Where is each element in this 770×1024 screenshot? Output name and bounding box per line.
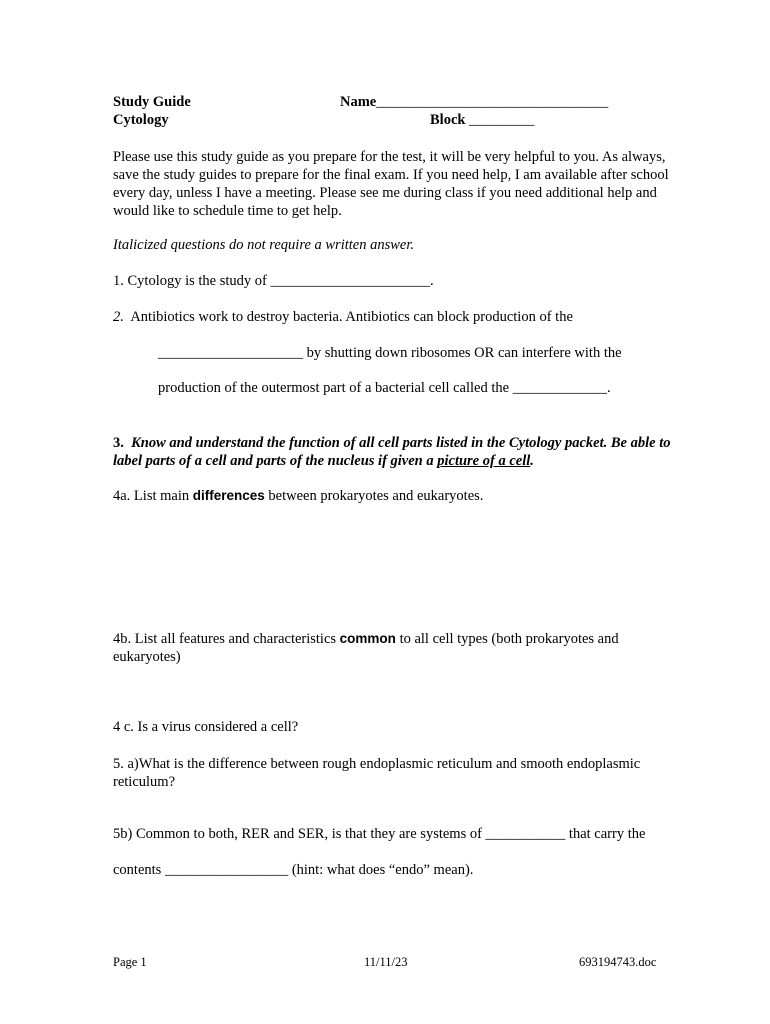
question-4c: 4 c. Is a virus considered a cell? <box>113 719 299 735</box>
question-5a: 5. a)What is the difference between rough endoplasmic reticulum and smooth endoplasmic reticulum? <box>113 756 641 790</box>
block-blank: _________ <box>469 112 535 128</box>
question-2-line-1 <box>113 309 573 326</box>
question-4a-prefix: 4a. List main <box>113 488 193 504</box>
footer-date: 11/11/23 <box>364 955 408 969</box>
question-1: 1. Cytology is the study of ______________________. <box>113 273 434 289</box>
cytology-subtitle: Cytology <box>113 112 169 128</box>
question-3-text: Know and understand the function of all cell parts listed in the Cytology packet. Be able to label parts of a cell and parts of the nucleus if given a <box>113 435 671 469</box>
question-3 <box>113 434 673 470</box>
question-4b <box>113 630 673 666</box>
question-3-number: 3. <box>113 435 124 451</box>
question-5b-line-2: contents _________________ (hint: what does “endo” mean). <box>113 862 474 878</box>
intro-paragraph: Please use this study guide as you prepare for the test, it will be very helpful to you. As always, save the study guides to prepare for the final exam. If you need help, I am available after school every day, unless I have a meeting. Please see me during class if you need additional help and would like to schedule time to get help. <box>113 149 669 219</box>
name-blank: ________________________________ <box>376 94 609 110</box>
question-4b-suffix: to all cell types (both prokaryotes and eukaryotes) <box>113 631 619 665</box>
question-2-text-1: Antibiotics work to destroy bacteria. Antibiotics can block production of the <box>130 309 573 325</box>
question-4a-suffix: between prokaryotes and eukaryotes. <box>264 488 484 504</box>
block-field[interactable] <box>430 112 534 129</box>
question-4a-bold: differences <box>192 488 265 503</box>
question-4a <box>113 488 483 505</box>
question-4b-prefix: 4b. List all features and characteristics <box>113 631 340 647</box>
footer-page: Page 1 <box>113 955 147 969</box>
picture-of-cell-link: picture of a cell <box>437 453 531 469</box>
name-label: Name <box>340 94 377 110</box>
name-field[interactable] <box>340 94 608 111</box>
question-2-line-3: production of the outermost part of a bacterial cell called the _____________. <box>158 380 611 396</box>
question-2-line-2: ____________________ by shutting down ribosomes OR can interfere with the <box>158 345 622 361</box>
question-3-end: . <box>530 453 534 469</box>
question-2-number: 2. <box>113 309 124 325</box>
footer-filename: 693194743.doc <box>579 955 657 969</box>
block-label: Block <box>430 112 466 128</box>
italic-note: Italicized questions do not require a written answer. <box>113 237 414 253</box>
question-4b-bold: common <box>339 631 396 646</box>
question-5b-line-1: 5b) Common to both, RER and SER, is that they are systems of ___________ that carry the <box>113 826 646 842</box>
study-guide-title: Study Guide <box>113 94 191 110</box>
